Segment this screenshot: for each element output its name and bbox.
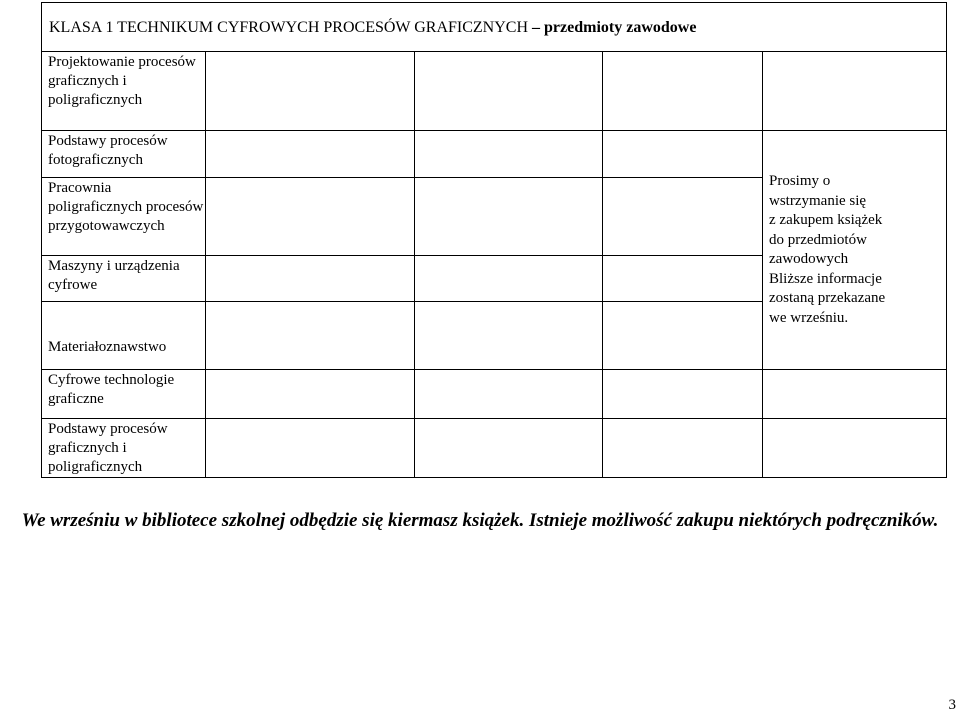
empty-cell [603,256,763,302]
table-row [42,52,947,131]
table-row [42,131,947,178]
empty-cell [603,302,763,370]
empty-cell [763,370,947,419]
empty-cell [603,178,763,256]
empty-cell [206,52,415,131]
empty-cell [415,52,603,131]
empty-cell [206,419,415,478]
empty-cell [763,419,947,478]
notice-line: do przedmiotów [769,231,867,248]
empty-cell [415,302,603,370]
notice-line: zostaną przekazane [769,290,886,306]
subject-cell: Pracownia poligraficznych procesów przygotowawczych [42,178,206,256]
class-subtitle: – przedmioty zawodowe [532,18,697,36]
table-row [42,370,947,419]
empty-cell [206,370,415,419]
class-title [42,3,947,52]
empty-cell [603,131,763,178]
notice-line: Prosimy o [769,173,831,189]
notice-line: zawodowych [769,251,849,267]
empty-cell [415,256,603,302]
empty-cell [763,52,947,131]
table-row [42,419,947,478]
subject-cell: Podstawy procesów graficznych i poligraficznych [42,419,206,478]
subject-cell: Podstawy procesów fotograficznych [42,131,206,178]
empty-cell [415,131,603,178]
empty-cell [415,419,603,478]
subject-cell: Maszyny i urządzenia cyfrowe [42,256,206,302]
notice-line: Bliższe informacje [769,270,882,287]
empty-cell [415,370,603,419]
table-header-row [42,3,947,52]
empty-cell [206,131,415,178]
empty-cell [206,178,415,256]
subject-cell: Cyfrowe technologie graficzne [42,370,206,419]
empty-cell [603,370,763,419]
empty-cell [206,256,415,302]
empty-cell [206,302,415,370]
subject-cell: Projektowanie procesów graficznych i poligraficznych [42,52,206,131]
page-number: 3 [948,697,956,713]
notice-cell [763,131,947,370]
book-fair-footnote: We wrześniu w bibliotece szkolnej odbędzie się kiermasz książek. Istnieje możliwość zakupu niektórych podręczników. [21,510,939,531]
notice-line: z zakupem książek [769,212,883,228]
textbook-table [41,2,947,478]
notice-line: wstrzymanie się [769,192,867,209]
class-title-text: KLASA 1 TECHNIKUM CYFROWYCH PROCESÓW GRAFICZNYCH [49,18,529,36]
subject-cell: Materiałoznawstwo [42,302,206,370]
empty-cell [415,178,603,256]
empty-cell [603,52,763,131]
notice-line: we wrześniu. [769,309,849,326]
empty-cell [603,419,763,478]
